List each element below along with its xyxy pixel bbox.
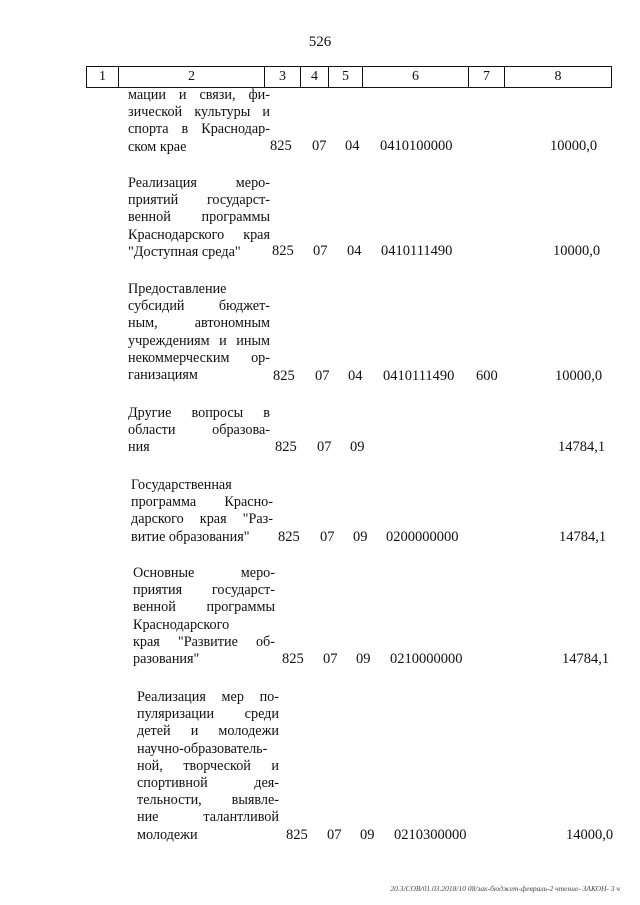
header-col-1: 1 <box>87 67 119 87</box>
header-col-8: 8 <box>554 69 562 84</box>
cell-amount: 14784,1 <box>559 529 607 545</box>
cell-amount: 10000,0 <box>553 243 601 259</box>
cell-subsection: 04 <box>348 368 363 384</box>
cell-target-article: 0200000000 <box>386 529 459 545</box>
row-description <box>133 565 275 668</box>
description-line: спортивной дея- <box>137 775 279 792</box>
header-col-6: 6 <box>363 67 469 87</box>
page-number: 526 <box>308 34 332 50</box>
cell-section: 07 <box>320 529 335 545</box>
description-line: венной программы <box>128 209 270 226</box>
cell-ministry-code: 825 <box>275 439 297 455</box>
cell-amount: 10000,0 <box>550 138 598 154</box>
description-line: Другие вопросы в <box>128 405 270 421</box>
cell-section: 07 <box>323 651 338 667</box>
cell-section: 07 <box>327 827 342 843</box>
description-line: учреждениям и иным <box>128 332 270 349</box>
description-line: субсидий бюджет- <box>128 298 270 315</box>
description-line: программа Красно- <box>131 494 273 511</box>
description-line: ной, творческой и <box>137 757 279 774</box>
description-line: дарского края "Раз- <box>131 511 273 528</box>
description-line: Краснодарского <box>133 616 230 633</box>
description-line: тельности, выявле- <box>137 792 279 809</box>
header-col-2: 2 <box>119 67 265 87</box>
cell-target-article: 0210000000 <box>390 651 463 667</box>
cell-expense-type: 600 <box>476 368 498 384</box>
description-line: "Доступная среда" <box>128 243 241 260</box>
cell-amount: 10000,0 <box>555 368 603 384</box>
description-line: ным, автономным <box>128 315 270 332</box>
description-line: некоммерческим ор- <box>128 349 270 366</box>
cell-ministry-code: 825 <box>270 138 292 154</box>
cell-ministry-code: 825 <box>278 529 300 545</box>
description-line: края "Развитие об- <box>133 633 275 650</box>
description-line: детей и молодежи <box>137 723 279 740</box>
description-line: спорта в Краснодар- <box>128 121 270 138</box>
description-line: разования" <box>133 651 200 668</box>
description-line: ском крае <box>128 138 187 155</box>
description-line: зической культуры и <box>128 104 270 121</box>
cell-section: 07 <box>317 439 332 455</box>
description-line: витие образования" <box>131 528 250 545</box>
row-description <box>128 405 270 457</box>
description-line: Предоставление <box>128 281 227 297</box>
description-line: области образова- <box>128 422 270 439</box>
description-line: приятий государст- <box>128 192 270 209</box>
description-line: пуляризации среди <box>137 706 279 723</box>
description-line: мации и связи, фи- <box>128 87 270 103</box>
description-line: ганизациям <box>128 367 198 384</box>
cell-subsection: 09 <box>350 439 365 455</box>
cell-section: 07 <box>312 138 327 154</box>
description-line: Государственная <box>131 477 232 493</box>
row-description <box>128 281 270 384</box>
cell-target-article: 0410100000 <box>380 138 453 154</box>
cell-amount: 14784,1 <box>562 651 610 667</box>
header-col-7: 7 <box>469 67 505 87</box>
row-description <box>128 175 270 261</box>
header-col-5: 5 <box>329 67 363 87</box>
description-line: венной программы <box>133 599 275 616</box>
cell-section: 07 <box>315 368 330 384</box>
description-line: Реализация мер по- <box>137 689 279 705</box>
cell-target-article: 0410111490 <box>381 243 453 259</box>
header-col-4: 4 <box>301 67 329 87</box>
cell-subsection: 09 <box>356 651 371 667</box>
cell-ministry-code: 825 <box>282 651 304 667</box>
description-line: молодежи <box>137 826 198 843</box>
description-line: научно-образователь- <box>137 740 268 757</box>
cell-amount: 14784,1 <box>558 439 606 455</box>
row-description <box>128 87 270 156</box>
cell-target-article: 0410111490 <box>383 368 455 384</box>
description-line: приятия государст- <box>133 582 275 599</box>
table-header <box>86 66 612 88</box>
description-line: Краснодарского края <box>128 226 270 243</box>
description-line: ние талантливой <box>137 809 279 826</box>
document-footer: 20.3/COB/01.03.2018/10 08/зак-бюджет-февраль-2 чтение- ЗАКОН- 3 ч <box>390 884 620 893</box>
cell-section: 07 <box>313 243 328 259</box>
cell-target-article: 0210300000 <box>394 827 467 843</box>
header-col-3: 3 <box>265 67 301 87</box>
cell-amount: 14000,0 <box>566 827 614 843</box>
description-line: ния <box>128 439 150 456</box>
cell-subsection: 09 <box>353 529 368 545</box>
description-line: Основные меро- <box>133 565 275 581</box>
row-description <box>131 477 273 546</box>
cell-subsection: 04 <box>345 138 360 154</box>
cell-ministry-code: 825 <box>286 827 308 843</box>
cell-ministry-code: 825 <box>273 368 295 384</box>
description-line: Реализация меро- <box>128 175 270 191</box>
cell-ministry-code: 825 <box>272 243 294 259</box>
cell-subsection: 09 <box>360 827 375 843</box>
cell-subsection: 04 <box>347 243 362 259</box>
row-description <box>137 689 279 844</box>
